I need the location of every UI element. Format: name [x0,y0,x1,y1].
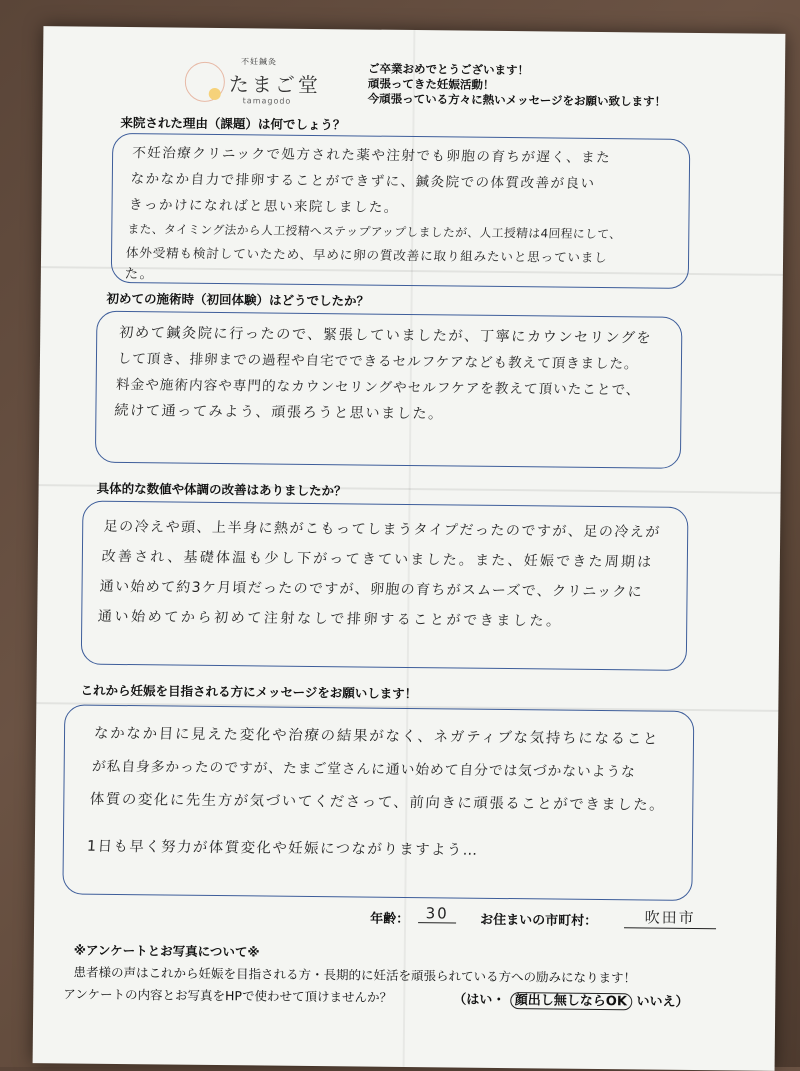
footer-line-2: 患者様の声はこれから妊娠を目指される方・長期的に妊活を頑張られている方への励みになります！ [73,964,637,986]
answer-first-session-text [114,320,653,430]
choice-no: いいえ） [636,994,689,1010]
consent-choices [453,988,688,1009]
answer-line: た。 [124,266,156,283]
answer-box-first-session [95,311,683,469]
answer-line: 体質の変化に先生方が気づいてくださって、前向きに頑張ることができました。 [89,791,666,814]
logo-romaji: tamagodo [242,96,292,106]
choice-yes: （はい・ [453,992,506,1009]
answer-line: なかなか目に見えた変化や治療の結果がなく、ネガティブな気持ちになること [93,725,660,748]
answer-reason-text [124,140,627,289]
question-reason: 来院された理由（課題）は何でしょう？ [120,114,346,133]
header-line-3: 今頑張っている方々に熱いメッセージをお願い致します！ [367,91,667,109]
footer-line-3: アンケートの内容とお写真をHPで使わせて頂けませんか？ [63,986,393,1005]
answer-line: 不妊治療クリニックで処方された薬や注射でも卵胞の育ちが遅く、また [131,145,612,167]
logo-egg-icon [209,88,221,100]
answer-box-improvement [81,501,689,671]
tamagodo-logo [185,56,326,111]
answer-line: なかなか自力で排卵することができずに、鍼灸院での体質改善が良い [130,171,597,192]
question-improvement: 具体的な数値や体調の改善はありましたか？ [96,480,347,499]
answer-line: して頂き、排卵までの過程や自宅でできるセルフケアなども教えて頂きました。 [117,350,639,373]
logo-name: たまご堂 [228,72,321,98]
answer-line: が私自身多かったのですが、たまご堂さんに通い始めて自分では気づかないような [91,758,637,781]
answer-line: きっかけになればと思い来院しました。 [128,197,400,216]
answer-line: 足の冷えや頭、上半身に熱がこもってしまうタイプだったのですが、足の冷えが [103,518,662,541]
age-value: 30 [418,904,456,923]
footer-heading: ※アンケートとお写真について※ [73,942,260,960]
header-line-2: 頑張ってきた妊娠活動！ [367,76,495,92]
answer-line: 改善され、基礎体温も少し下がってきていました。また、妊娠できた周期は [101,548,654,571]
answer-line: 通い始めてから初めて注射なしで排卵することができました。 [97,608,564,630]
city-value: 吹田市 [624,906,716,929]
answer-improvement-text [97,512,662,638]
answer-line: 続けて通ってみよう、頑張ろうと思いました。 [113,402,445,423]
answer-box-message [62,704,694,901]
answer-line: 体外受精も検討していたため、早めに卵の質改善に取り組みたいと思っていまし [125,245,609,266]
answer-line: 初めて鍼灸院に行ったので、緊張していましたが、丁寧にカウンセリングを [118,324,653,347]
answer-line: また、タイミング法から人工授精へステップアップしましたが、人工授精は4回程にして、 [126,222,622,242]
answer-line: 1日も早く努力が体質変化や妊娠につながりますよう… [86,838,480,859]
logo-subtitle: 不妊鍼灸 [241,57,278,67]
header-message [368,62,667,110]
answer-message-text [86,718,671,870]
age-label: 年齢： [370,911,410,928]
city-label: お住まいの市町村： [480,912,598,929]
questionnaire-sheet [33,26,786,1071]
choice-selected-no-face: 顔出し無しならOK [510,992,632,1010]
answer-box-reason [111,133,691,289]
header-line-1: ご卒業おめでとうございます！ [367,61,530,78]
question-first-session: 初めての施術時（初回体験）はどうでしたか？ [106,290,370,309]
answer-line: 通い始めて約3ケ月頃だったのですが、卵胞の育ちがスムーズで、クリニックに [99,578,644,601]
answer-line: 料金や施術内容や専門的なカウンセリングやセルフケアを教えて頂いたことで、 [115,376,641,399]
question-message: これから妊娠を目指される方にメッセージをお願いします！ [80,682,418,702]
